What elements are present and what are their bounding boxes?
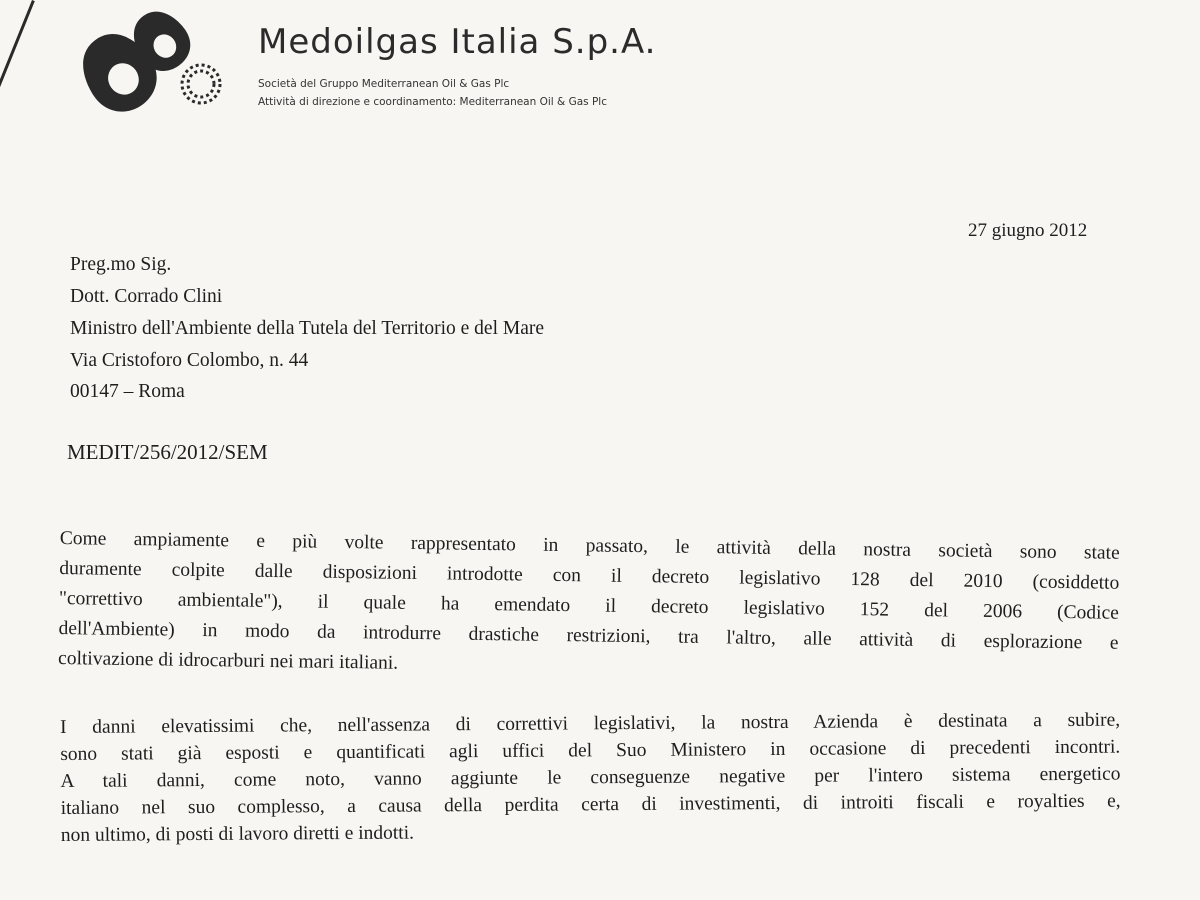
recipient-street: Via Cristoforo Colombo, n. 44 bbox=[70, 350, 309, 371]
paragraph-line: dell'Ambiente) in modo da introdurre drastiche restrizioni, tra l'altro, alle attività di esplorazione e bbox=[58, 617, 1119, 654]
paragraph-line: italiano nel suo complesso, a causa della perdita certa di investimenti, di introiti fiscali e royalties e, bbox=[60, 790, 1121, 819]
recipient-name: Dott. Corrado Clini bbox=[70, 286, 223, 307]
paragraph-line: A tali danni, come noto, vanno aggiunte le conseguenze negative per l'intero sistema energetico bbox=[60, 763, 1121, 792]
scan-edge-line bbox=[0, 0, 35, 111]
recipient-title: Ministro dell'Ambiente della Tutela del Territorio e del Mare bbox=[70, 318, 545, 339]
group-subtitle: Società del Gruppo Mediterranean Oil & Gas Plc bbox=[258, 78, 510, 90]
reference-code: MEDIT/256/2012/SEM bbox=[67, 440, 268, 464]
paragraph-line: Come ampiamente e più volte rappresentato in passato, le attività della nostra società sono state bbox=[59, 527, 1120, 564]
paragraph-line: "correttivo ambientale"), il quale ha emendato il decreto legislativo 152 del 2006 (Codice bbox=[58, 587, 1120, 624]
company-logo-icon bbox=[80, 4, 230, 116]
company-name: Medoilgas Italia S.p.A. bbox=[258, 22, 657, 62]
paragraph-line: duramente colpite dalle disposizioni introdotte con il decreto legislativo 128 del 2010 (cosiddetto bbox=[59, 557, 1120, 594]
paragraph-line: sono stati già esposti e quantificati agli uffici del Suo Ministero in occasione di precedenti incontri. bbox=[60, 736, 1121, 765]
paragraph-2 bbox=[60, 707, 1121, 849]
paragraph-line: I danni elevatissimi che, nell'assenza di correttivi legislativi, la nostra Azienda è destinata a subire, bbox=[60, 709, 1121, 738]
paragraph-1 bbox=[58, 524, 1120, 689]
recipient-city: 00147 – Roma bbox=[70, 381, 185, 402]
paragraph-line: non ultimo, di posti di lavoro diretti e indotti. bbox=[60, 822, 415, 846]
paragraph-line: coltivazione di idrocarburi nei mari italiani. bbox=[57, 647, 399, 674]
direction-subtitle: Attività di direzione e coordinamento: Mediterranean Oil & Gas Plc bbox=[258, 96, 607, 108]
letter-date: 27 giugno 2012 bbox=[968, 220, 1088, 241]
recipient-salutation: Preg.mo Sig. bbox=[70, 254, 172, 275]
